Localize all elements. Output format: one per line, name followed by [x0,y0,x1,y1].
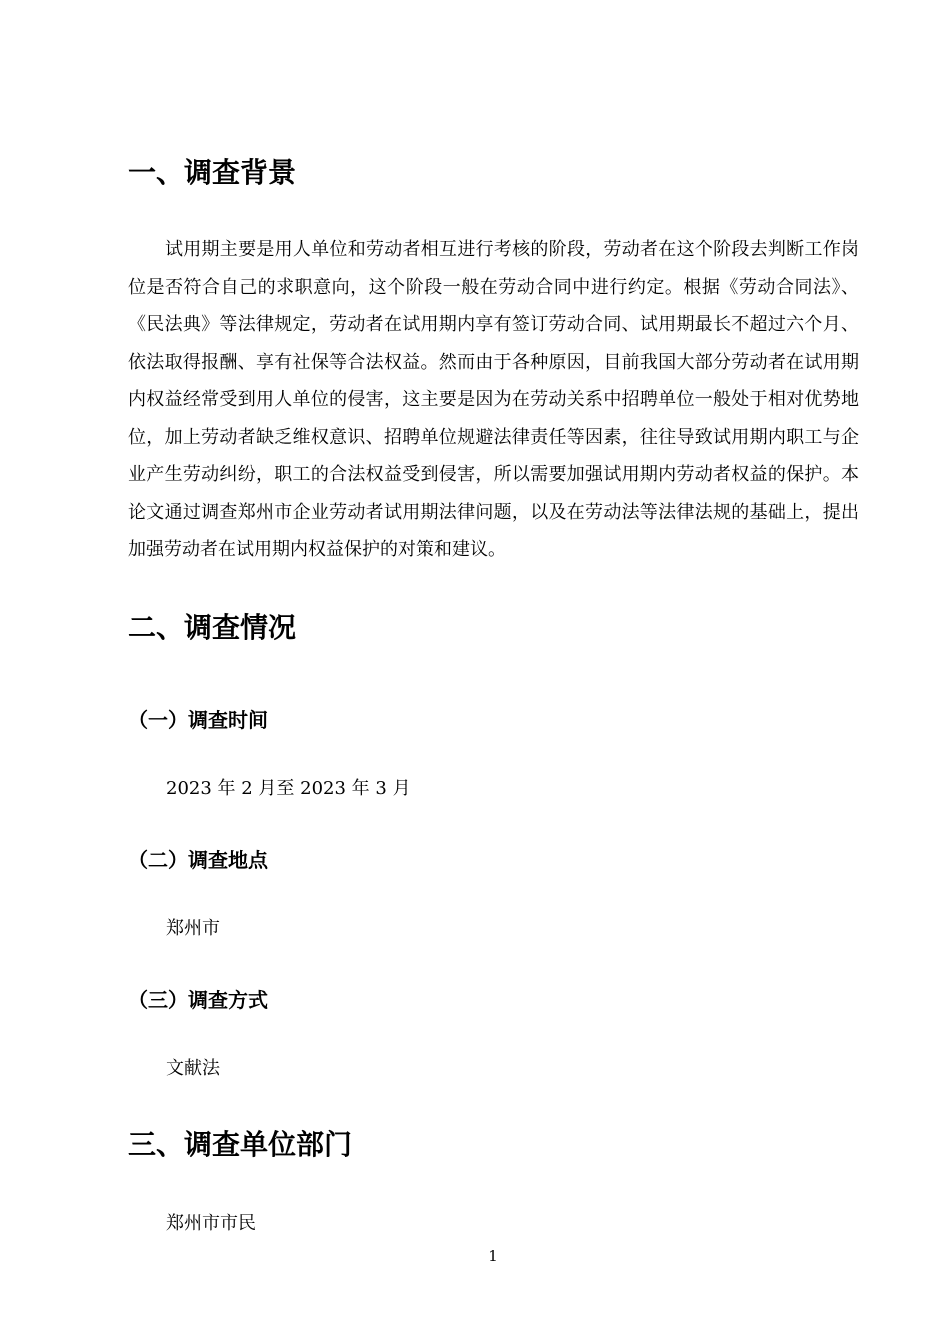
background-paragraph: 试用期主要是用人单位和劳动者相互进行考核的阶段，劳动者在这个阶段去判断工作岗位是否符合自己的求职意向，这个阶段一般在劳动合同中进行约定。根据《劳动合同法》、《民法典》等法律规定，劳动者在试用期内享有签订劳动合同、试用期最长不超过六个月、依法取得报酬、享有社保等合法权益。然而由于各种原因，目前我国大部分劳动者在试用期内权益经常受到用人单位的侵害，这主要是因为在劳动关系中招聘单位一般处于相对优势地位，加上劳动者缺乏维权意识、招聘单位规避法律责任等因素，往往导致试用期内职工与企业产生劳动纠纷，职工的合法权益受到侵害，所以需要加强试用期内劳动者权益的保护。本论文通过调查郑州市企业劳动者试用期法律问题，以及在劳动法等法律法规的基础上，提出加强劳动者在试用期内权益保护的对策和建议。 [128,239,859,560]
section-heading-situation: 二、调查情况 [128,611,297,644]
survey-time-value: 2023 年 2 月至 2023 年 3 月 [166,778,411,799]
section-heading-units: 三、调查单位部门 [128,1128,353,1161]
subheading-survey-place: （二）调查地点 [128,848,268,872]
subheading-survey-time: （一）调查时间 [128,708,268,732]
subheading-survey-method: （三）调查方式 [128,988,268,1012]
survey-method-value: 文献法 [166,1058,220,1079]
survey-place-value: 郑州市 [166,918,220,939]
section-heading-background: 一、调查背景 [128,156,297,189]
page-number: 1 [488,1247,498,1265]
survey-units-value: 郑州市市民 [166,1213,256,1234]
